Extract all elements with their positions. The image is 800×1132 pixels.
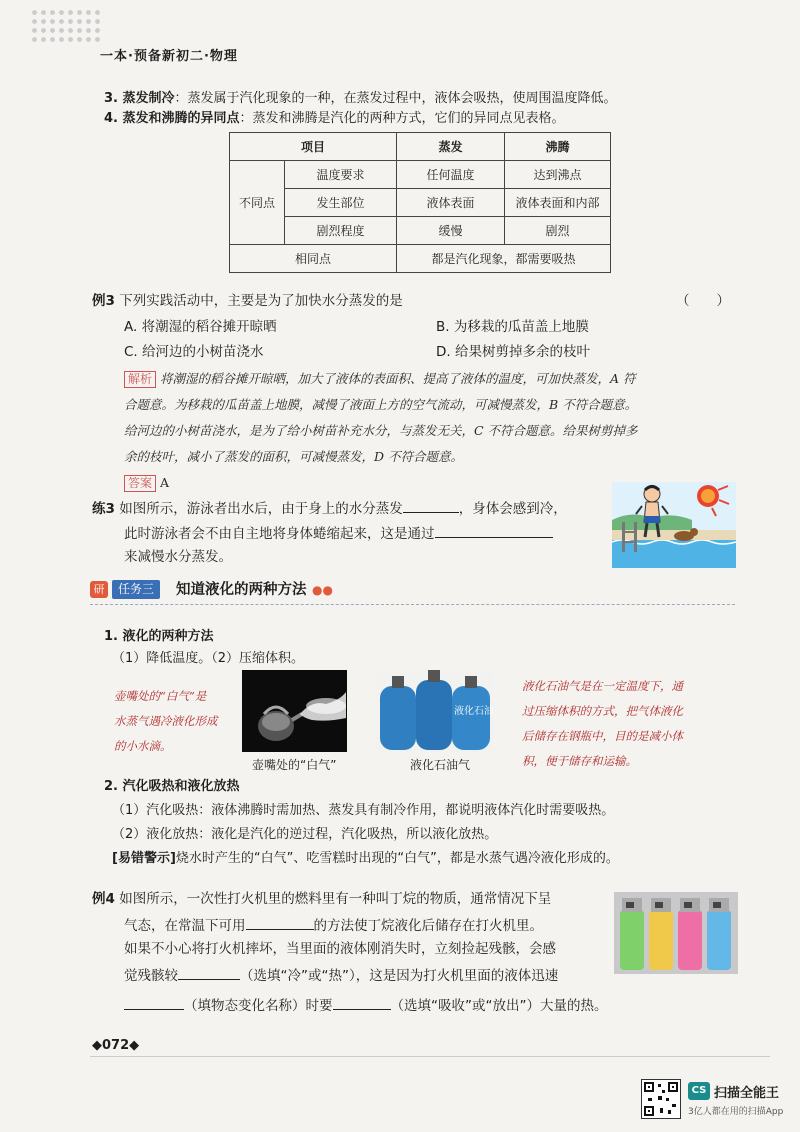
task3-title: 知道液化的两种方法 [176,582,307,598]
table-cell: 缓慢 [397,217,505,245]
example4-line1 [92,890,551,908]
example3-option-b: B. 为移栽的瓜苗盖上地膜 [436,319,589,335]
table-cell: 液体表面和内部 [505,189,611,217]
note-left-line: 水蒸气遇冷液化形成 [114,714,218,728]
example3-option-d: D. 给果树剪掉多余的枝叶 [436,344,590,360]
table-same-label: 相同点 [230,245,397,273]
practice3-text: 此时游泳者会不由自主地将身体蜷缩起来，这是通过 [124,526,435,542]
table-cell: 任何温度 [397,161,505,189]
cylinder-label: 液化石油 [454,706,494,717]
swimmer-illustration [612,482,736,568]
example3-option-c: C. 给河边的小树苗浇水 [124,344,264,360]
table-same-value: 都是汽化现象，都需要吸热 [397,245,611,273]
section3-lead: 3. 蒸发制冷 [104,91,175,106]
table-head-boil: 沸腾 [505,133,611,161]
example3-label: 例3 [92,293,115,309]
page-number: ◆072◆ [92,1038,140,1053]
example4-label: 例4 [92,891,115,907]
section3-text: ：蒸发属于汽化现象的一种，在蒸发过程中，液体会吸热，使周围温度降低。 [174,91,617,106]
liq2-p2: （2）液化放热：液化是汽化的逆过程，汽化吸热，所以液化放热。 [112,827,498,842]
example4-line5 [124,995,607,1015]
example4-text: 的方法使丁烷液化后储存在打火机里。 [313,918,543,934]
analysis-line: 合题意。为移栽的瓜苗盖上地膜，减慢了液面上方的空气流动，可减慢蒸发，B 不符合题意。 [124,397,638,412]
note-right-line: 液化石油气是在一定温度下，通 [522,679,683,693]
answer-line [124,470,169,495]
task3-header [90,578,735,605]
liq1-methods: （1）降低温度。（2）压缩体积。 [112,651,305,666]
example4-text: 觉残骸较 [124,968,178,984]
answer-value: A [160,475,170,490]
liq2-title: 2. 汽化吸热和液化放热 [104,779,240,794]
difficulty-flame-icon: ●● [312,583,333,597]
example3-question [92,292,403,310]
example3-option-a: A. 将潮湿的稻谷摊开晾晒 [124,319,277,335]
note-left-line: 的小水滴。 [114,739,172,753]
qr-code-icon [641,1079,681,1119]
table-cell: 达到沸点 [505,161,611,189]
example4-text: 气态，在常温下可用 [124,918,246,934]
note-right-line: 后储存在钢瓶中，目的是减小体 [522,729,683,743]
section4-line [104,110,565,128]
answer-tag: 答案 [124,475,156,492]
kettle-photo [242,670,347,752]
lighters-photo [614,892,738,974]
section4-text: ：蒸发和沸腾是汽化的两种方式，它们的异同点见表格。 [239,111,565,126]
practice3-label: 练3 [92,501,115,517]
table-head-evap: 蒸发 [397,133,505,161]
warning-tag: [易错警示] [112,851,176,866]
note-left-line: 壶嘴处的“白气”是 [114,689,207,703]
practice3-text: 如图所示，游泳者出水后，由于身上的水分蒸发 [119,501,403,517]
example4-text: （选填“吸收”或“放出”）大量的热。 [390,998,608,1014]
table-cell: 液体表面 [397,189,505,217]
answer-blank[interactable] [178,965,240,980]
task3-label: 任务三 [112,580,160,599]
table-cell: 发生部位 [285,189,397,217]
example4-line2 [124,915,543,935]
answer-blank[interactable] [435,523,553,538]
caption-kettle: 壶嘴处的“白气” [252,758,337,772]
practice3-line3: 来减慢水分蒸发。 [124,549,232,565]
bottom-divider [90,1056,770,1057]
decorative-dots [30,8,100,46]
scanner-tagline: 3亿人都在用的扫描App [688,1107,784,1117]
example4-text: （填物态变化名称）时要 [184,998,333,1014]
caption-gas: 液化石油气 [410,758,471,772]
analysis-text: 将潮湿的稻谷摊开晾晒，加大了液体的表面积、提高了液体的温度，可加快蒸发，A 符 [160,371,636,386]
analysis-line: 余的枝叶，减小了蒸发的面积，可减慢蒸发，D 不符合题意。 [124,449,463,464]
comparison-table [229,132,611,273]
table-head-item: 项目 [230,133,397,161]
example4-text: 如图所示，一次性打火机里的燃料里有一种叫丁烷的物质，通常情况下呈 [119,891,552,907]
analysis-tag: 解析 [124,371,156,388]
table-cell: 温度要求 [285,161,397,189]
example4-text: （选填“冷”或“热”），这是因为打火机里面的液体迅速 [240,968,559,984]
analysis-line: 给河边的小树苗浇水，是为了给小树苗补充水分，与蒸发无关，C 不符合题意。给果树剪掉多 [124,423,638,438]
answer-blank[interactable] [124,995,184,1010]
table-header-row [230,133,611,161]
practice3-line1 [92,498,567,518]
note-right-line: 过压缩体积的方式，把气体液化 [522,704,683,718]
gas-cylinder-photo [376,670,494,752]
practice3-line2 [124,523,553,543]
table-cell: 剧烈 [505,217,611,245]
section4-lead: 4. 蒸发和沸腾的异同点 [104,111,240,126]
liq1-title: 1. 液化的两种方法 [104,629,214,644]
table-row [230,245,611,273]
table-row [230,217,611,245]
answer-blank[interactable] [246,915,314,930]
page-header: 一本·预备新初二·物理 [100,49,238,64]
table-row [230,161,611,189]
note-right-line: 积，便于储存和运输。 [522,754,637,768]
analysis-line [124,366,636,391]
scanner-name: 扫描全能王 [714,1086,780,1101]
practice3-text: ，身体会感到冷， [458,501,567,517]
example3-answer-bracket: （ ） [676,293,730,309]
example3-text: 下列实践活动中，主要是为了加快水分蒸发的是 [119,293,403,309]
section3-line [104,90,617,108]
table-diff-label: 不同点 [230,161,285,245]
example4-line4 [124,965,558,985]
warning-text: 烧水时产生的“白气”、吃雪糕时出现的“白气”，都是水蒸气遇冷液化形成的。 [175,851,619,866]
task-icon: 研 [90,581,108,598]
answer-blank[interactable] [403,498,459,513]
camscanner-logo-icon: CS [688,1082,710,1100]
liq2-p1: （1）汽化吸热：液体沸腾时需加热、蒸发具有制冷作用，都说明液体汽化时需要吸热。 [112,803,615,818]
table-cell: 剧烈程度 [285,217,397,245]
liq2-warning [112,850,619,868]
example4-line3: 如果不小心将打火机摔坏，当里面的液体刚消失时，立刻捡起残骸，会感 [124,941,556,957]
answer-blank[interactable] [333,995,391,1010]
table-row [230,189,611,217]
